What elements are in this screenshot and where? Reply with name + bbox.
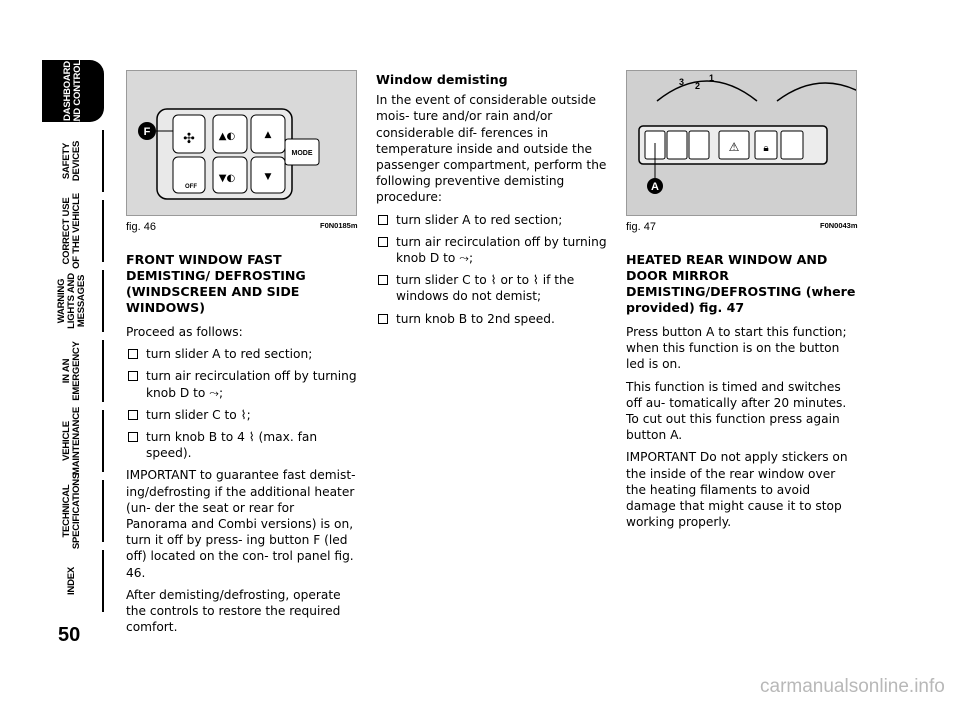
dashboard-buttons-illustration	[627, 71, 857, 216]
tab-label: CORRECT USE OF THE VEHICLE	[61, 193, 82, 269]
tab-technical-specifications[interactable]	[42, 472, 104, 550]
column-window-demisting	[376, 72, 607, 333]
figure-46-code: F0N0185m	[320, 221, 358, 230]
tab-safety-devices[interactable]	[42, 130, 104, 192]
step-item: turn slider A to red section;	[376, 212, 607, 228]
svg-text:▼: ▼	[264, 172, 272, 182]
svg-text:▲◐: ▲◐	[218, 131, 236, 142]
svg-text:▲: ▲	[264, 130, 272, 140]
svg-text:⚠: ⚠	[728, 140, 740, 154]
step-item: turn slider C to ⌇;	[126, 407, 357, 423]
step-item: turn air recirculation off by turning knob D to ⤳;	[126, 368, 357, 400]
tab-dashboard-and-controls[interactable]	[42, 53, 104, 129]
important-note: IMPORTANT to guarantee fast demist- ing/defrosting if the additional heater (un- der the seat or rear for Panorama and Combi versions) is on, turn it off by press- ing button F (led off) located on the con- trol panel fig. 46.	[126, 468, 356, 580]
tab-index[interactable]	[42, 550, 104, 612]
figure-46-control-panel	[126, 70, 357, 216]
tab-label: IN AN EMERGENCY	[61, 341, 82, 401]
section-heading: HEATED REAR WINDOW AND DOOR MIRROR DEMISTING/DEFROSTING (where provided) fig. 47	[626, 252, 856, 315]
gauge-number-2: 2	[695, 81, 701, 91]
step-item: turn slider A to red section;	[126, 346, 357, 362]
tab-label: DASHBOARD AND CONTROLS	[62, 53, 83, 129]
column-fast-demisting	[126, 252, 357, 641]
intro-text: In the event of considerable outside mois- ture and/or rain and/or considerable dif- ferences in temperature inside and outside the passenger compartment, perform the following preventive demisting procedure:	[376, 93, 607, 205]
page-number: 50	[58, 624, 81, 646]
svg-text:▼◐: ▼◐	[218, 173, 236, 184]
step-item: turn air recirculation off by turning knob D to ⤳;	[376, 234, 607, 266]
tab-label: SAFETY DEVICES	[61, 140, 82, 182]
tab-label: WARNING LIGHTS AND MESSAGES	[56, 273, 87, 329]
tab-label: VEHICLE MAINTENANCE	[61, 407, 82, 475]
watermark: carmanualsonline.info	[760, 676, 945, 697]
figure-47-caption: fig. 47	[626, 221, 656, 233]
control-panel-illustration	[127, 71, 357, 216]
tab-label: INDEX	[66, 566, 77, 596]
figure-46-caption: fig. 46	[126, 221, 156, 233]
svg-text:✣: ✣	[183, 131, 195, 147]
step-item: turn knob B to 2nd speed.	[376, 311, 607, 327]
intro-text: Proceed as follows:	[126, 325, 243, 339]
mode-label: MODE	[291, 150, 313, 157]
svg-text:🔒︎: 🔒︎	[763, 143, 769, 154]
chapter-sidebar	[42, 53, 104, 620]
off-label: OFF	[185, 184, 197, 190]
paragraph: IMPORTANT Do not apply stickers on the inside of the rear window over the heating filaments to avoid damage that might cause it to stop working properly.	[626, 450, 848, 530]
section-heading: FRONT WINDOW FAST DEMISTING/ DEFROSTING (WINDSCREEN AND SIDE WINDOWS)	[126, 252, 306, 315]
callout-a: A	[651, 181, 659, 193]
tab-warning-lights[interactable]	[42, 270, 104, 332]
after-note: After demisting/defrosting, operate the controls to restore the required comfort.	[126, 587, 341, 635]
paragraph: This function is timed and switches off au- tomatically after 20 minutes. To cut out this function press again button A.	[626, 379, 847, 443]
tab-vehicle-maintenance[interactable]	[42, 407, 104, 475]
tab-label: TECHNICAL SPECIFICATIONS	[61, 472, 82, 550]
tab-correct-use[interactable]	[42, 193, 104, 269]
step-item: turn slider C to ⌇ or to ⌇ if the windows do not demist;	[376, 272, 607, 304]
section-heading: Window demisting	[376, 72, 508, 87]
column-heated-rear-window	[626, 252, 857, 536]
callout-f: F	[143, 126, 151, 138]
step-item: turn knob B to 4 ⌇ (max. fan speed).	[126, 429, 357, 461]
figure-47-dashboard-buttons	[626, 70, 857, 216]
paragraph: Press button A to start this function; when this function is on the button led is on.	[626, 325, 847, 372]
gauge-number-1: 1	[709, 73, 715, 83]
figure-47-code: F0N0043m	[820, 221, 858, 230]
gauge-number-3: 3	[679, 77, 685, 87]
tab-in-an-emergency[interactable]	[42, 340, 104, 402]
